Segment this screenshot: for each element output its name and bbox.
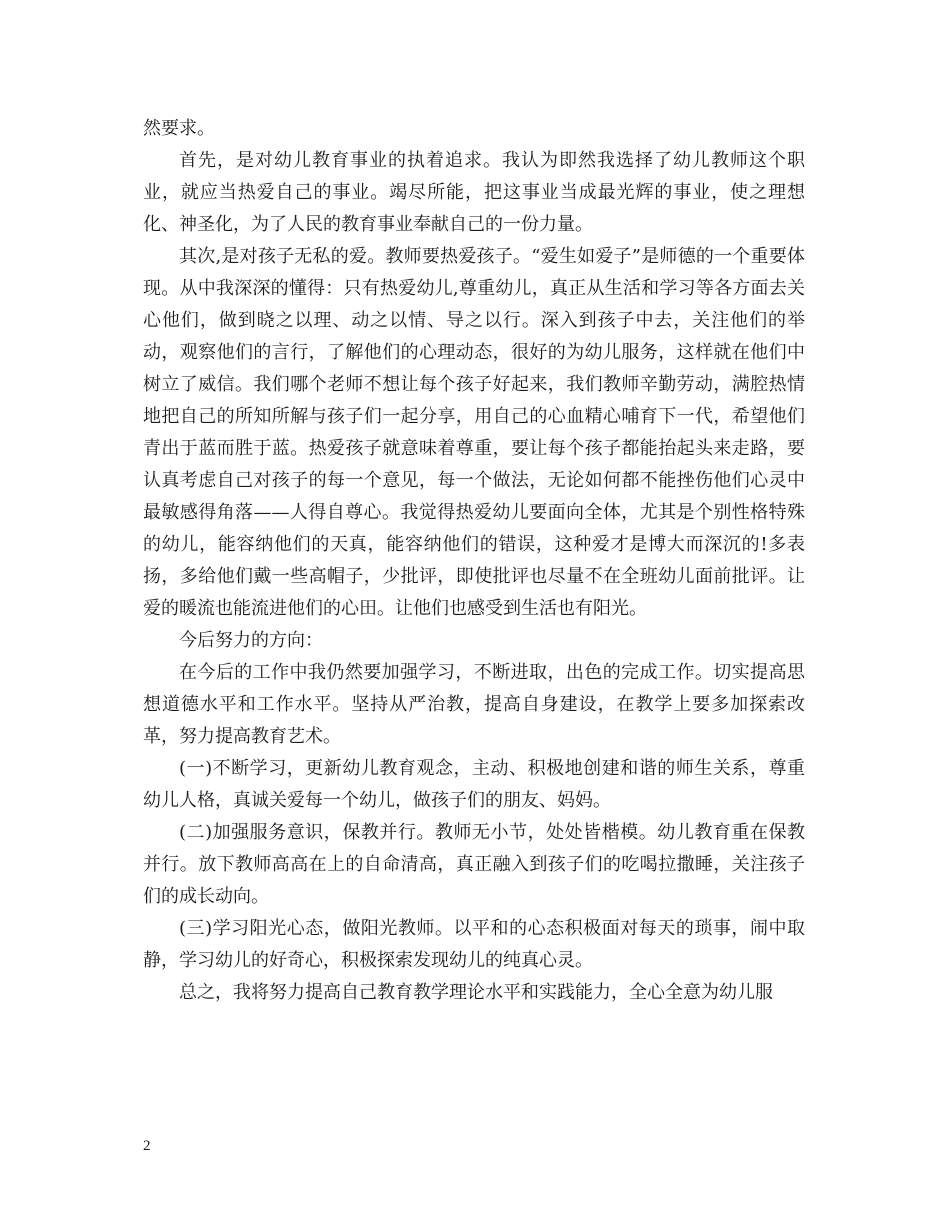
section-heading-future-direction: 今后努力的方向： xyxy=(179,630,323,651)
paragraph-first-point: 首先，是对幼儿教育事业的执着追求。我认为即然我选择了幼儿教师这个职业，就应当热爱自己的事业。竭尽所能，把这事业当成最光辉的事业，使之理想化、神圣化，为了人民的教育事业奉献自己的一份力量。 xyxy=(143,150,805,235)
paragraph-continuation: 然要求。 xyxy=(143,118,215,139)
page-number: 2 xyxy=(143,1138,151,1154)
paragraph-conclusion: 总之，我将努力提高自己教育教学理论水平和实践能力，全心全意为幼儿服 xyxy=(179,982,773,1003)
paragraph-second-point: 其次,是对孩子无私的爱。教师要热爱孩子。“爱生如爱子”是师德的一个重要体现。从中我深深的懂得：只有热爱幼儿,尊重幼儿，真正从生活和学习等各方面去关心他们，做到晓之以理、动之以情、导之以行。深入到孩子中去，关注他们的举动，观察他们的言行，了解他们的心理动态，很好的为幼儿服务，这样就在他们中树立了威信。我们哪个老师不想让每个孩子好起来，我们教师辛勤劳动，满腔热情地把自己的所知所解与孩子们一起分享，用自己的心血精心哺育下一代，希望他们青出于蓝而胜于蓝。热爱孩子就意味着尊重，要让每个孩子都能抬起头来走路，要认真考虑自己对孩子的每一个意见，每一个做法，无论如何都不能挫伤他们心灵中最敏感得角落——人得自尊心。我觉得热爱幼儿要面向全体，尤其是个别性格特殊的幼儿，能容纳他们的天真，能容纳他们的错误，这种爱才是博大而深沉的!多表扬，多给他们戴一些高帽子，少批评，即使批评也尽量不在全班幼儿面前批评。让爱的暖流也能流进他们的心田。让他们也感受到生活也有阳光。 xyxy=(143,246,805,619)
list-item-one: (一)不断学习，更新幼儿教育观念，主动、积极地创建和谐的师生关系，尊重幼儿人格，真诚关爱每一个幼儿，做孩子们的朋友、妈妈。 xyxy=(143,758,805,811)
list-item-two: (二)加强服务意识，保教并行。教师无小节，处处皆楷模。幼儿教育重在保教并行。放下教师高高在上的自命清高，真正融入到孩子们的吃喝拉撒睡，关注孩子们的成长动向。 xyxy=(143,822,805,907)
paragraph-future-work: 在今后的工作中我仍然要加强学习，不断进取，出色的完成工作。切实提高思想道德水平和工作水平。坚持从严治教，提高自身建设，在教学上要多加探索改革，努力提高教育艺术。 xyxy=(143,662,805,747)
list-item-three: (三)学习阳光心态，做阳光教师。以平和的心态积极面对每天的琐事，闹中取静，学习幼儿的好奇心，积极探索发现幼儿的纯真心灵。 xyxy=(143,918,805,971)
document-body xyxy=(143,113,805,1009)
